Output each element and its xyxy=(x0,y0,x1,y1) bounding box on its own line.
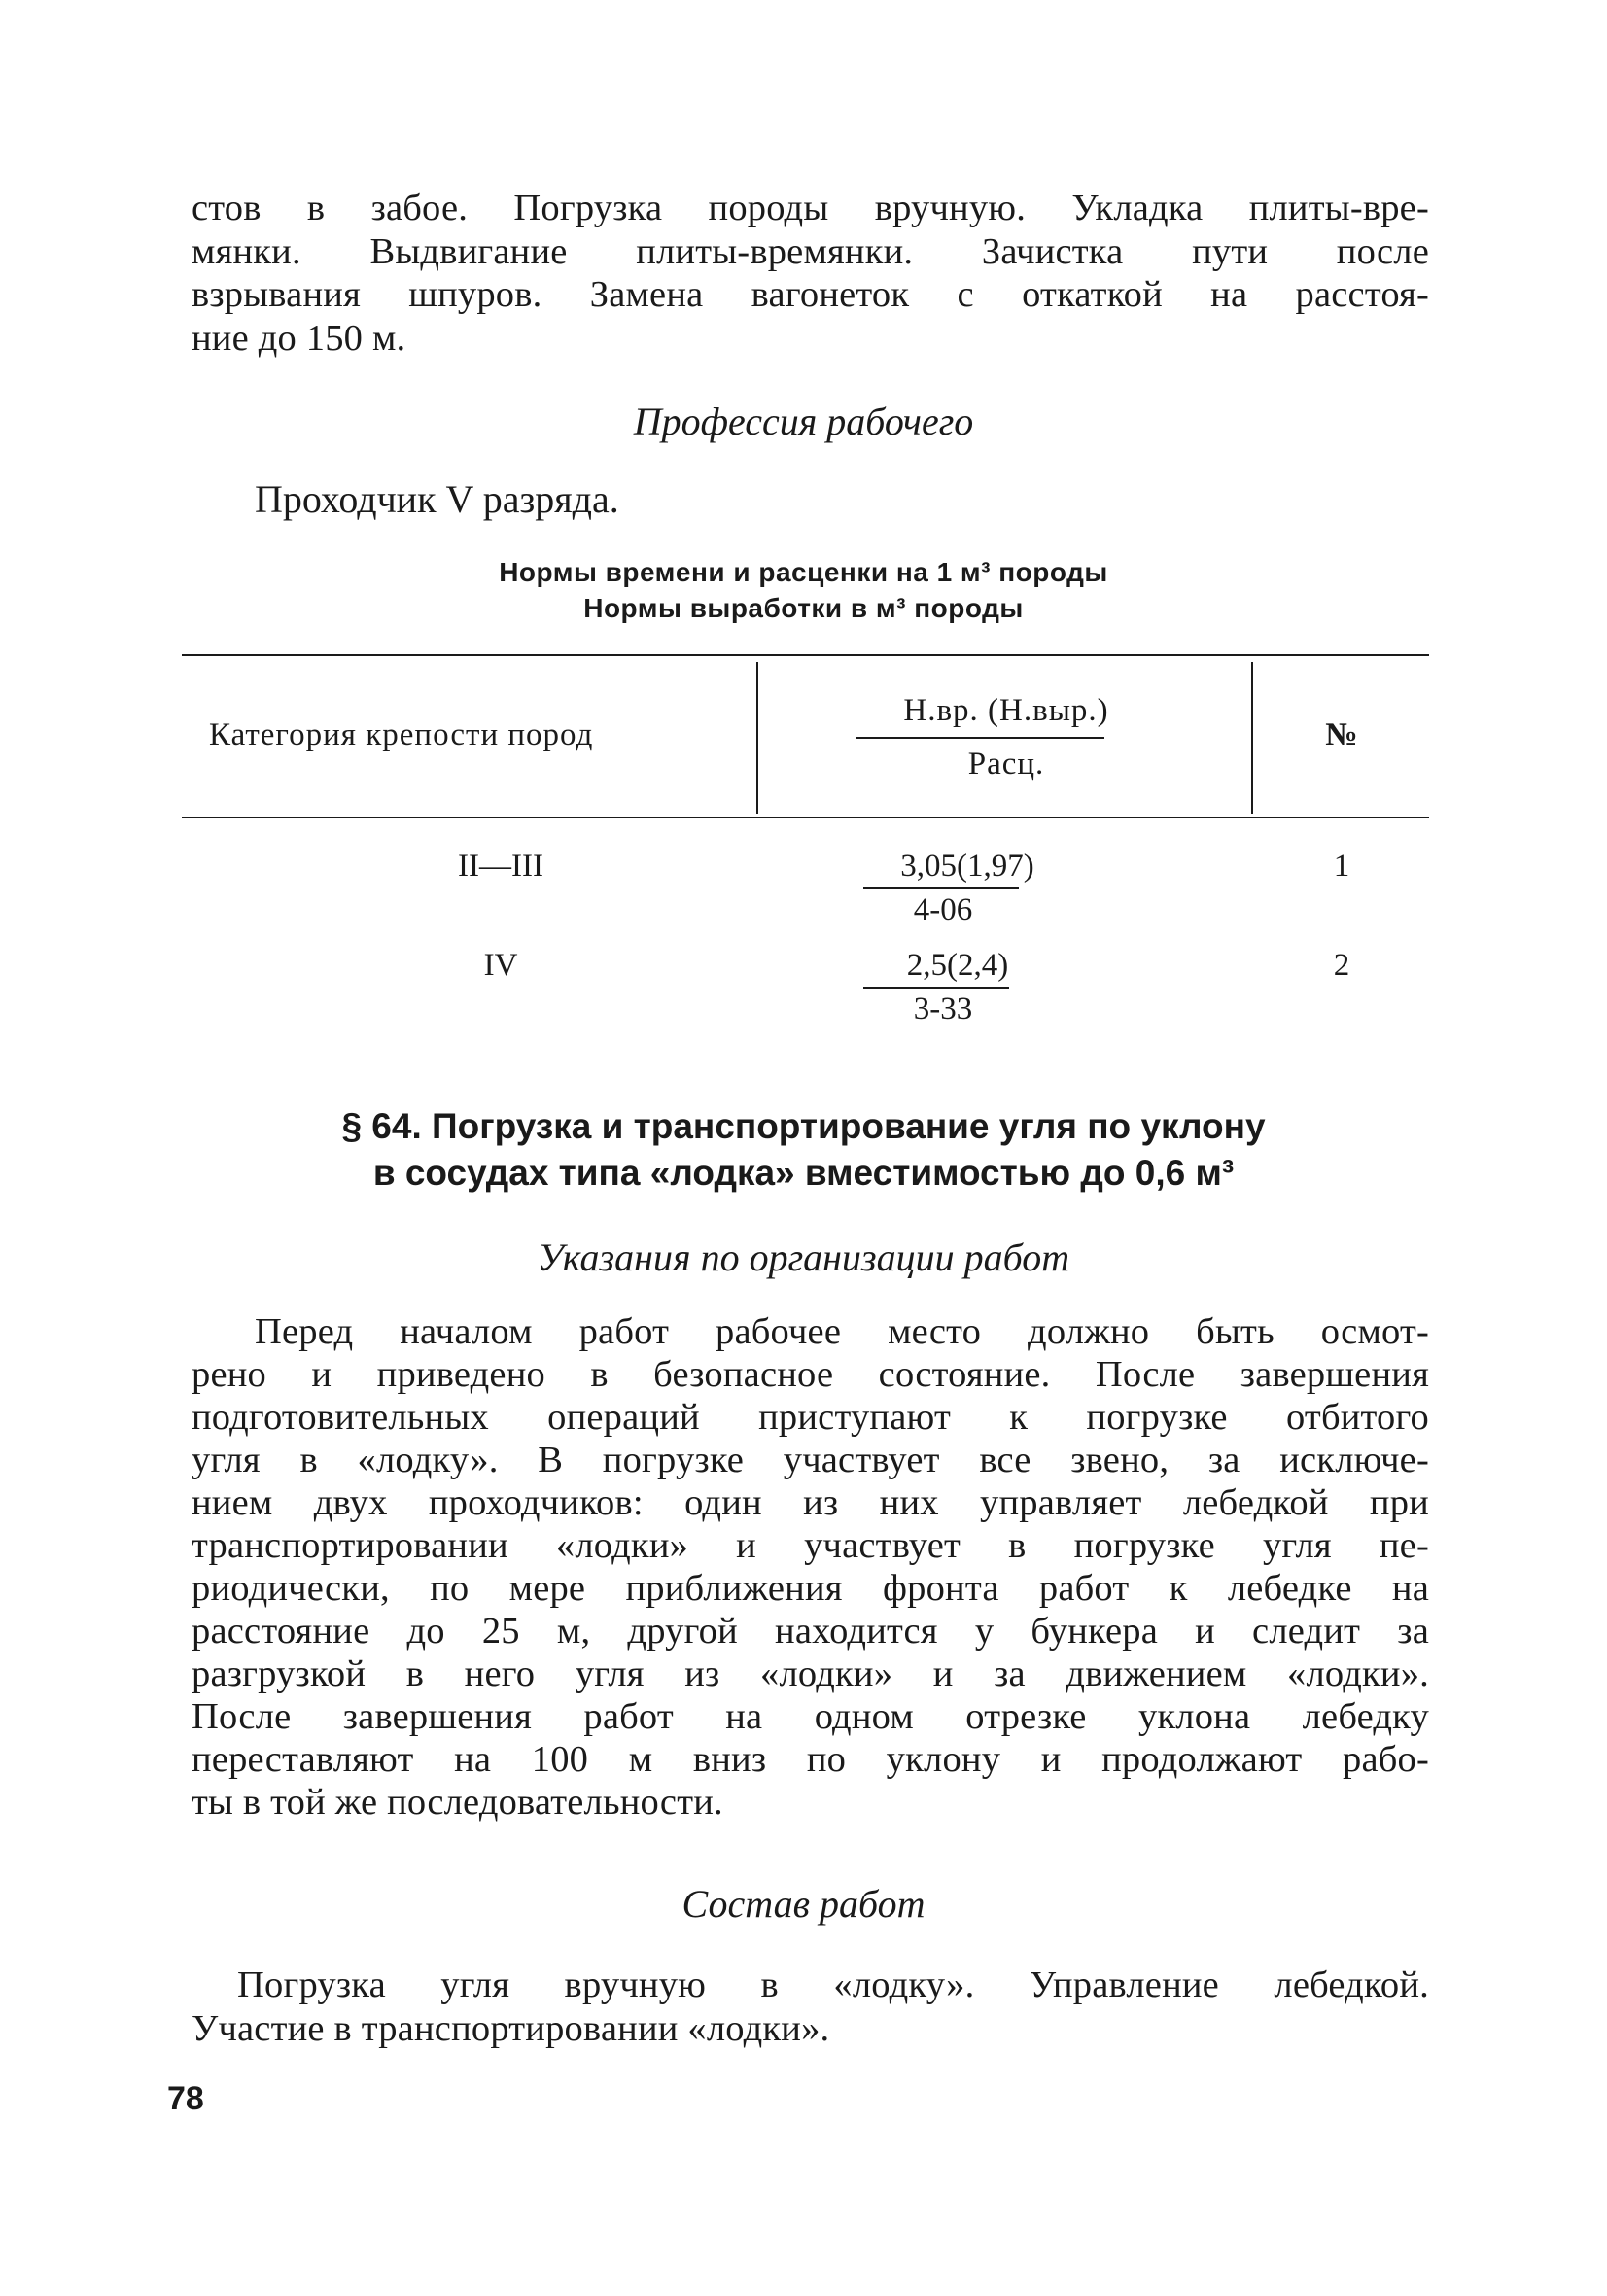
text-line: Участие в транспортировании «лодки». xyxy=(192,2008,830,2049)
organization-heading: Указания по организации работ xyxy=(537,1235,1070,1279)
table-column-divider xyxy=(1251,662,1253,814)
row-fraction-line xyxy=(863,987,1009,989)
text-line: Погрузка угля вручную в «лодку». Управление лебедкой. xyxy=(237,1965,1429,2005)
row-norm-bottom: 3-33 xyxy=(913,991,973,1026)
section-title-line2: в сосудах типа «лодка» вместимостью до 0,6 м³ xyxy=(372,1153,1235,1193)
row-norm-bottom: 4-06 xyxy=(913,892,973,927)
header-number: № xyxy=(1325,717,1358,752)
row-norm-top: 3,05(1,97) xyxy=(900,849,1034,884)
table-column-divider xyxy=(756,662,758,814)
header-fraction-line xyxy=(856,737,1104,739)
table-title-line2: Нормы выработки в м³ породы xyxy=(583,593,1024,623)
row-number: 1 xyxy=(1333,849,1350,884)
text-line: взрывания шпуров. Замена вагонеток с откаткой на расстоя- xyxy=(192,274,1429,315)
row-category: IV xyxy=(483,948,518,983)
table-title-line1: Нормы времени и расценки на 1 м³ породы xyxy=(499,557,1108,587)
row-number: 2 xyxy=(1333,948,1350,983)
text-line: переставляют на 100 м вниз по уклону и продолжают рабо- xyxy=(192,1739,1429,1780)
composition-paragraph xyxy=(192,1964,1429,2051)
organization-paragraph xyxy=(192,1310,1429,1824)
text-line: ты в той же последовательности. xyxy=(192,1782,723,1823)
text-line: подготовительных операций приступают к погрузке отбитого xyxy=(192,1397,1429,1438)
text-line: разгрузкой в него угля из «лодки» и за движением «лодки». xyxy=(192,1653,1429,1694)
text-line: мянки. Выдвигание плиты-времянки. Зачистка пути после xyxy=(192,230,1429,272)
text-line: После завершения работ на одном отрезке уклона лебедку xyxy=(192,1696,1429,1737)
header-category: Категория крепости пород xyxy=(209,717,594,752)
text-line: расстояние до 25 м, другой находится у бункера и следит за xyxy=(192,1611,1429,1652)
section-title-line1: § 64. Погрузка и транспортирование угля по уклону xyxy=(341,1106,1266,1146)
header-norm-top: Н.вр. (Н.выр.) xyxy=(903,693,1109,728)
table-header-rule xyxy=(182,817,1429,818)
table-top-rule xyxy=(182,654,1429,656)
text-line: ние до 150 м. xyxy=(192,317,406,359)
profession-heading: Профессия рабочего xyxy=(633,400,974,443)
composition-heading: Состав работ xyxy=(681,1882,926,1926)
row-fraction-line xyxy=(863,887,1019,889)
row-category: II—III xyxy=(458,849,543,884)
text-line: угля в «лодку». В погрузке участвует все звено, за исключе- xyxy=(192,1440,1429,1480)
text-line: стов в забое. Погрузка породы вручную. Укладка плиты-вре- xyxy=(192,188,1429,228)
text-line: риодически, по мере приближения фронта работ к лебедке на xyxy=(192,1568,1429,1609)
intro-paragraph xyxy=(192,187,1429,360)
text-line: Перед началом работ рабочее место должно быть осмот- xyxy=(255,1311,1429,1352)
page-number: 78 xyxy=(167,2080,204,2117)
row-norm-top: 2,5(2,4) xyxy=(906,948,1009,983)
profession-text: Проходчик V разряда. xyxy=(255,477,619,521)
text-line: рено и приведено в безопасное состояние. После завершения xyxy=(192,1354,1429,1395)
text-line: нием двух проходчиков: один из них управляет лебедкой при xyxy=(192,1482,1429,1523)
header-norm-bottom: Расц. xyxy=(967,747,1045,782)
text-line: транспортировании «лодки» и участвует в погрузке угля пе- xyxy=(192,1525,1429,1566)
